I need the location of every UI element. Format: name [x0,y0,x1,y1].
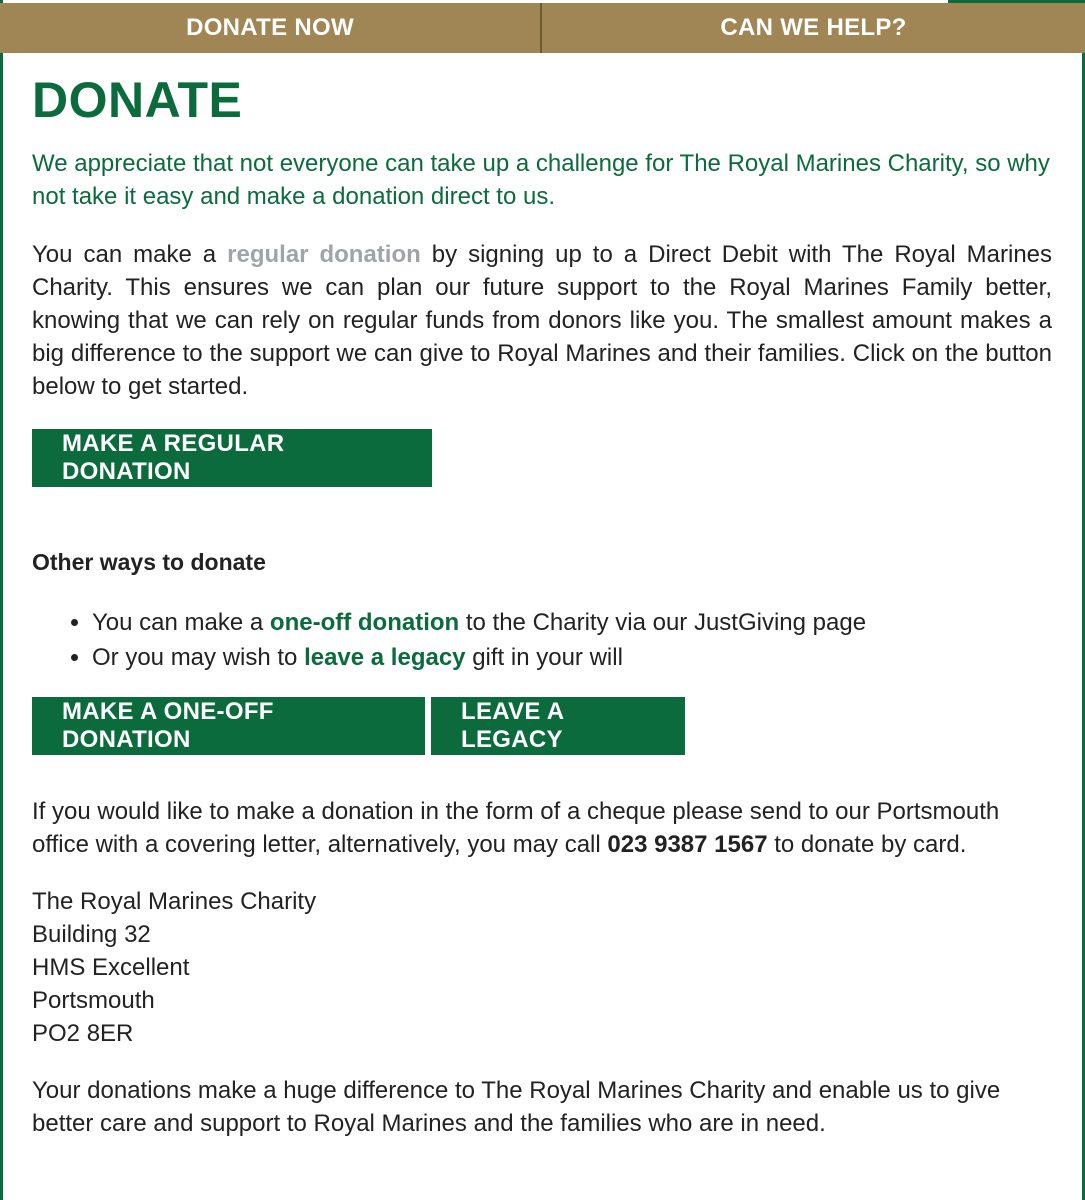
address-line: HMS Excellent [32,954,190,981]
donate-now-button[interactable]: DONATE NOW [0,3,542,53]
cheque-text-before: If you would like to make a donation in the form of a cheque please send to our Portsmouth office with a covering letter, alternatively, you may call [32,798,1000,858]
cheque-paragraph [32,795,1052,861]
bullet-text-after: to the Charity via our JustGiving page [459,609,867,636]
list-item [92,605,1052,640]
postal-address [32,885,1052,1050]
list-item [92,640,1052,675]
other-ways-list [32,605,1052,675]
leave-a-legacy-link[interactable]: leave a legacy [304,644,466,671]
leave-a-legacy-button[interactable]: LEAVE A LEGACY [431,697,685,755]
cheque-text-after: to donate by card. [767,831,967,858]
phone-number: 023 9387 1567 [607,831,768,858]
regular-donation-link[interactable]: regular donation [227,241,421,268]
closing-paragraph: Your donations make a huge difference to The Royal Marines Charity and enable us to give better care and support to Royal Marines and the families who are in need. [32,1077,1001,1137]
make-one-off-donation-button[interactable]: MAKE A ONE-OFF DONATION [32,697,425,755]
regular-para-text-before: You can make a [32,241,228,268]
regular-donation-paragraph [32,238,1052,403]
address-line: The Royal Marines Charity [32,888,317,915]
regular-para-text-after: by signing up to a Direct Debit with The Royal Marines Charity. This ensures we can plan our future support to the Royal Marines Family better, knowing that we can rely on regular funds from donors like you. The smallest amount makes a big difference to the support we can give to Royal Marines and their families. Click on the button below to get started. [32,241,1053,400]
top-nav-bar [0,3,1085,53]
address-line: PO2 8ER [32,1020,134,1047]
address-line: Building 32 [32,921,151,948]
bullet-text-before: You can make a [92,609,270,636]
bullet-text-after: gift in your will [465,644,623,671]
main-content [32,53,1052,1140]
make-regular-donation-button[interactable]: MAKE A REGULAR DONATION [32,429,432,487]
donation-buttons-row [32,697,1052,755]
other-ways-heading: Other ways to donate [32,549,266,575]
bullet-text-before: Or you may wish to [92,644,305,671]
page-title: DONATE [32,72,243,128]
can-we-help-button[interactable]: CAN WE HELP? [720,14,907,41]
intro-text: We appreciate that not everyone can take up a challenge for The Royal Marines Charity, so why not take it easy and make a donation direct to us. [32,150,1050,210]
address-line: Portsmouth [32,987,155,1014]
one-off-donation-link[interactable]: one-off donation [269,609,460,636]
